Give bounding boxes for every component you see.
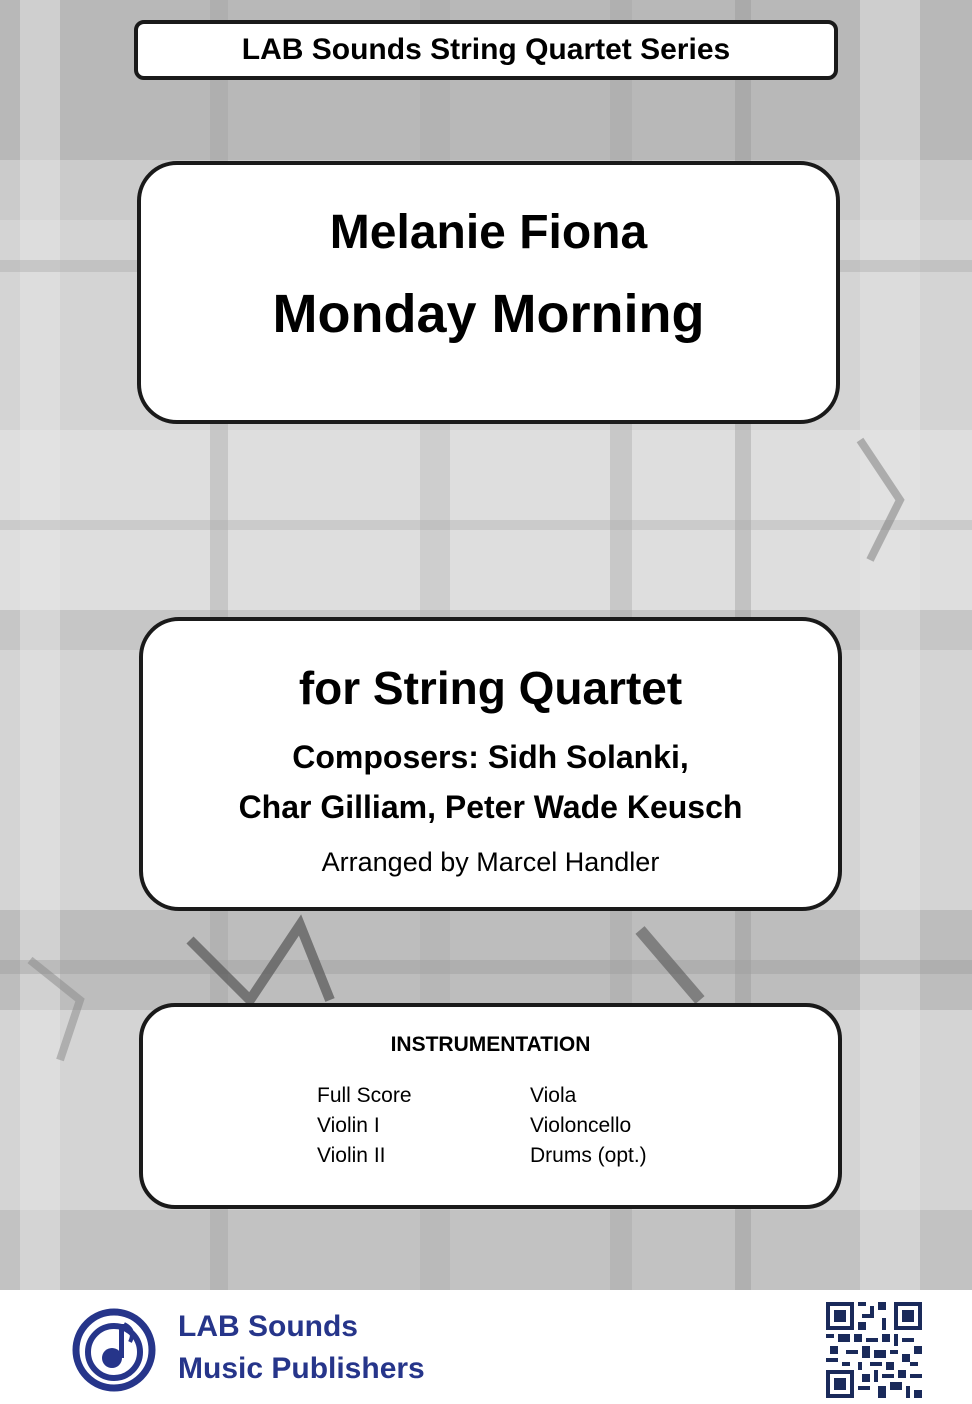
composers-line-2: Char Gilliam, Peter Wade Keusch (238, 789, 743, 825)
instrument-item: Violoncello (530, 1114, 632, 1137)
composers-line-1: Composers: Sidh Solanki, (292, 739, 689, 775)
instrument-item: Violin I (317, 1114, 380, 1137)
series-title: LAB Sounds String Quartet Series (241, 33, 731, 66)
instrumentation-column-1 (317, 1081, 412, 1171)
song-title: Monday Morning (272, 284, 705, 344)
title-box (137, 161, 840, 424)
instrument-item: Full Score (317, 1084, 412, 1107)
instrumentation-column-2 (530, 1081, 647, 1171)
publisher-name-line-1: LAB Sounds (178, 1310, 358, 1343)
info-box (139, 617, 842, 911)
artist-name: Melanie Fiona (329, 206, 648, 259)
instrument-item: Violin II (317, 1144, 386, 1167)
series-banner (134, 20, 838, 80)
footer (0, 1290, 972, 1404)
instrumentation-heading: INSTRUMENTATION (390, 1033, 591, 1056)
logo-icon (72, 1308, 156, 1392)
instrument-item: Viola (530, 1084, 577, 1107)
publisher-name-line-2: Music Publishers (178, 1352, 425, 1385)
arranger: Arranged by Marcel Handler (321, 847, 660, 877)
ensemble-subtitle: for String Quartet (298, 662, 683, 714)
qr-code-icon[interactable] (826, 1302, 922, 1398)
instrument-item: Drums (opt.) (530, 1144, 647, 1167)
instrumentation-box (139, 1003, 842, 1209)
